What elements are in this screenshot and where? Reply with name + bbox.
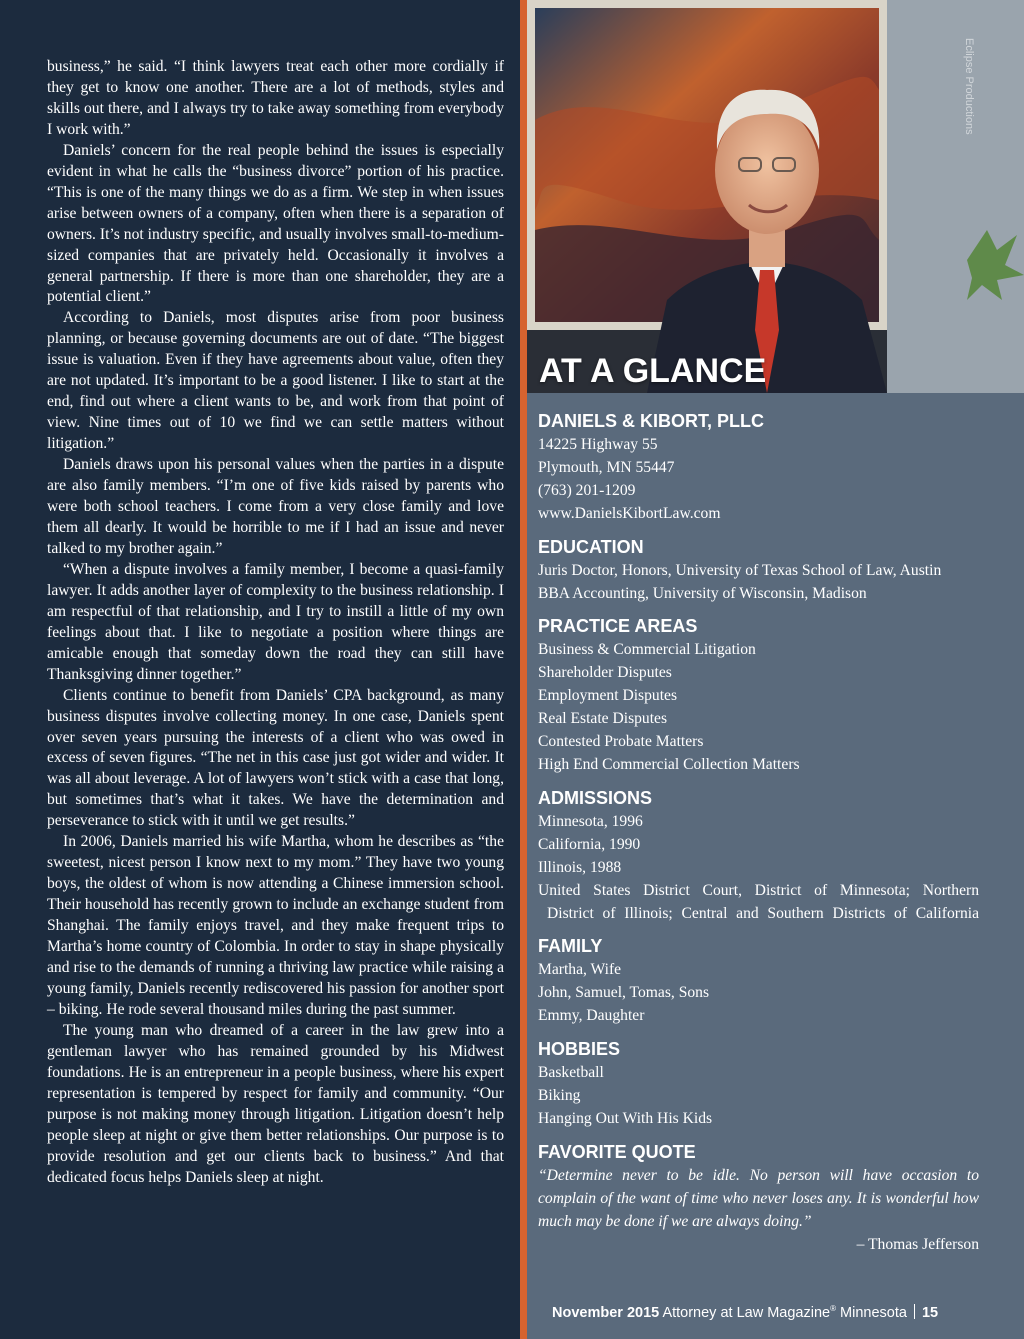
education-item: Juris Doctor, Honors, University of Texas School of Law, Austin: [538, 561, 942, 579]
article-paragraph: The young man who dreamed of a career in the law grew into a gentleman lawyer who has remained grounded by his Midwest foundations. He is an entrepreneur in a people business, where his expert representation is tempered by respect for family and community. “Our purpose is not making money through litigation. Litigation doesn’t help people sleep at night or give them better relationships. Our purpose is to provide resolution and get our clients back to business.” And that dedicated focus helps Daniels sleep at night.: [47, 1021, 504, 1186]
practice-areas-heading: PRACTICE AREAS: [538, 616, 698, 637]
admission-court-line1: United States District Court, District of Minnesota; Northern: [538, 881, 979, 899]
footer-separator: [914, 1304, 915, 1319]
family-heading: FAMILY: [538, 936, 603, 957]
education-item: BBA Accounting, University of Wisconsin, Madison: [538, 584, 867, 602]
hobby-item: Basketball: [538, 1064, 604, 1082]
attorney-portrait-photo: [527, 0, 1024, 393]
favorite-quote-heading: FAVORITE QUOTE: [538, 1141, 696, 1162]
family-item: Emmy, Daughter: [538, 1007, 645, 1025]
footer-date: November 2015: [552, 1305, 660, 1321]
practice-area-item: High End Commercial Collection Matters: [538, 755, 800, 773]
article-paragraph: “When a dispute involves a family member, I become a quasi-family lawyer. It adds another layer of complexity to the business relationship. I am respectful of that relationship, and I try to instill a little of my own feelings about that. I like to negotiate a position where things are amicable enough that someday down the road they can still have Thanksgiving dinner together.”: [47, 560, 504, 683]
page-footer: [552, 1304, 938, 1321]
portrait-illustration: [527, 0, 1024, 393]
hobbies-heading: HOBBIES: [538, 1039, 621, 1060]
admissions-heading: ADMISSIONS: [538, 787, 653, 808]
practice-area-item: Real Estate Disputes: [538, 710, 668, 728]
practice-area-item: Shareholder Disputes: [538, 664, 672, 682]
firm-website: www.DanielsKibortLaw.com: [538, 504, 721, 522]
article-paragraph: According to Daniels, most disputes arise from poor business planning, or because governing documents are out of date. “The biggest issue is valuation. Even if they have agreements about value, often they are not updated. It’s important to be a good listener. I like to start at the end, find out where a client wants to be, and work from that point of view. Nine times out of 10 we find we can settle matters without litigation.”: [47, 309, 504, 453]
practice-area-item: Business & Commercial Litigation: [538, 641, 756, 659]
admission-item: Minnesota, 1996: [538, 812, 643, 830]
practice-area-item: Contested Probate Matters: [538, 733, 704, 751]
hobby-item: Hanging Out With His Kids: [538, 1109, 713, 1127]
admission-item: Illinois, 1988: [538, 858, 622, 876]
photo-credit: Eclipse Productions: [963, 38, 975, 135]
article-paragraph: Daniels draws upon his personal values when the parties in a dispute are also family members. “I’m one of five kids raised by parents who were both school teachers. I come from a very close family and love them all dearly. It would be horrible to me if I had an issue and never talked to my brother again.”: [47, 456, 504, 557]
footer-edition: Minnesota: [840, 1305, 907, 1321]
facts-list: [538, 410, 979, 1256]
firm-address-line1: 14225 Highway 55: [538, 436, 658, 453]
article-paragraph: In 2006, Daniels married his wife Martha, whom he describes as “the sweetest, nicest person I know next to my mom.” They have two young boys, the oldest of whom is now attending a Chinese immersion school. Their household has recently grown to include an exchange student from Shanghai. The family enjoys travel, and they make frequent trips to Martha’s home country of Colombia. In order to stay in shape physically and rise to the demands of running a thriving law practice while raising a young family, Daniels recently rediscovered his passion for another sport – biking. He rode several thousand miles during the past summer.: [47, 833, 504, 1018]
orange-divider: [520, 0, 527, 1339]
practice-area-item: Employment Disputes: [538, 687, 678, 705]
admission-item: California, 1990: [538, 835, 641, 853]
article-body: [47, 57, 504, 1188]
article-paragraph: Daniels’ concern for the real people behind the issues is especially evident in what he calls the “business divorce” portion of his practice. “This is one of the many things we do as a firm. We step in when issues arise between owners of a company, often when there is a separation of owners. It’s not industry specific, and usually involves small-to-medium-sized companies that are privately held. Occasionally it involves a general partnership. If there is more than one shareholder, they are a potential client.”: [47, 141, 504, 306]
hobby-item: Biking: [538, 1087, 581, 1105]
at-a-glance-title: AT A GLANCE: [539, 352, 767, 390]
page-number: 15: [921, 1305, 939, 1321]
firm-phone: (763) 201-1209: [538, 481, 636, 499]
family-item: John, Samuel, Tomas, Sons: [538, 984, 710, 1002]
admission-court-line2: District of Illinois; Central and Southern Districts of California: [547, 904, 979, 922]
family-item: Martha, Wife: [538, 961, 622, 979]
firm-address-line2: Plymouth, MN 55447: [538, 458, 675, 476]
footer-magazine: Attorney at Law Magazine: [662, 1305, 831, 1321]
quote-attribution: – Thomas Jefferson: [856, 1235, 979, 1253]
education-heading: EDUCATION: [538, 536, 644, 557]
article-paragraph: Clients continue to benefit from Daniels’ CPA background, as many business disputes involve collecting money. In one case, Daniels spent over seven years pursuing the interests of a client who was owed in excess of seven figures. “The net in this case just got wider and wider. It was all about leverage. A lot of lawyers won’t stick with a case that long, but sometimes that’s what it takes. We have the determination and perseverance to stick with it until we get results.”: [47, 686, 504, 830]
firm-heading: DANIELS & KIBORT, PLLC: [538, 411, 765, 431]
article-paragraph: business,” he said. “I think lawyers treat each other more cordially if they get to know one another. There are a lot of methods, styles and skills out there, and I always try to take away something from everybody I work with.”: [47, 58, 504, 138]
registered-mark: ®: [830, 1304, 836, 1314]
favorite-quote-text: “Determine never to be idle. No person will have occasion to complain of the want of time who never loses any. It is wonderful how much may be done if we are always doing.”: [538, 1166, 979, 1230]
